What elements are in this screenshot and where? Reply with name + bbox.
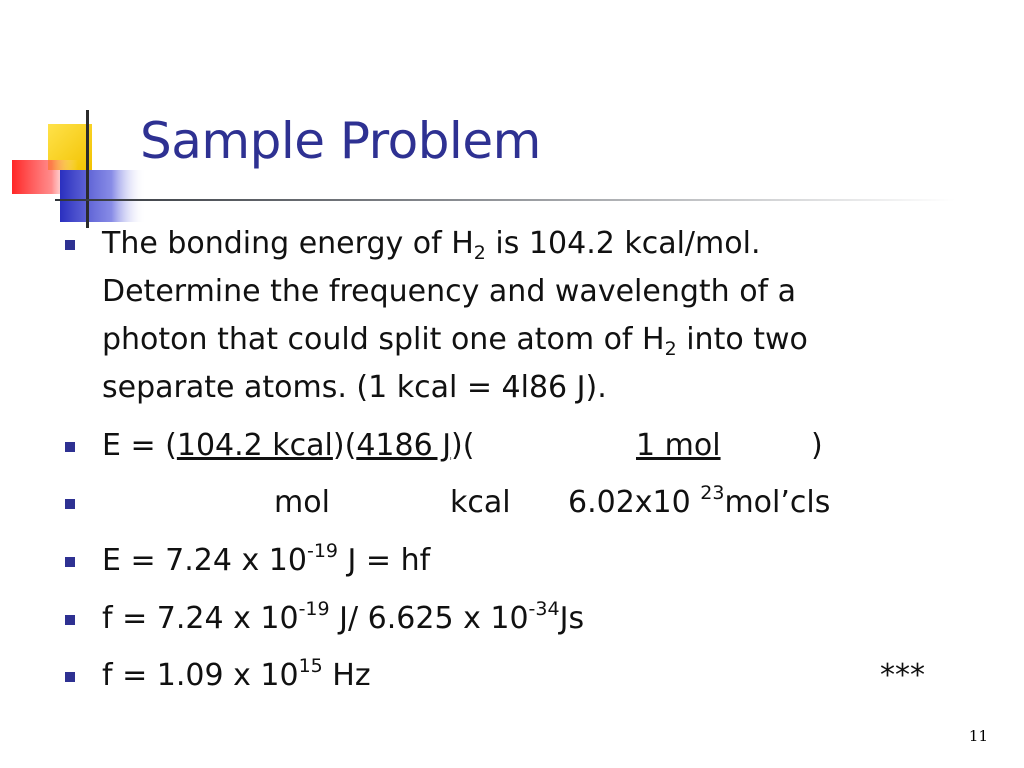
bullet-marker <box>65 557 75 567</box>
list-item-line: f = 1.09 x $10^{15}$ Hz <box>102 655 371 693</box>
list-item-line: f = 7.24 x $10^{-19}$ J/ 6.625 x $10^{-34}Js$ <box>102 598 585 636</box>
answer-stars: *** <box>880 658 925 693</box>
slide-title: Sample Problem <box>140 112 541 170</box>
bullet-energy-result <box>0 537 1024 585</box>
list-item-line: E = 7.24 x $10^{-19}$ J = hf <box>102 540 431 578</box>
bullet-marker <box>65 615 75 625</box>
bullet-marker <box>65 499 75 509</box>
list-item-continuation <box>0 316 1024 364</box>
bullet-equation-denominators <box>0 479 1024 527</box>
ornament-vertical-line <box>86 110 89 228</box>
numerator-mol: 1 mol <box>636 428 721 463</box>
list-item-continuation <box>0 268 1024 316</box>
list-item-line: The bonding energy of $H_2$ is 104.2 kcal/mol. <box>102 226 761 264</box>
list-item-line: Determine the frequency and wavelength of a <box>102 274 797 309</box>
bullet-marker <box>65 240 75 250</box>
list-item-line: separate atoms. (1 kcal = 4l86 J). <box>102 370 607 405</box>
denominator-kcal: kcal <box>450 485 511 520</box>
ornament-blue-bar <box>60 170 146 222</box>
list-item-line: E = (104.2 kcal)(4186 J)( <box>102 428 475 463</box>
page-number: 11 <box>968 727 988 745</box>
title-divider <box>55 199 955 201</box>
bullet-equation-numerators <box>0 422 1024 470</box>
bullet-marker <box>65 672 75 682</box>
bullet-frequency-result <box>0 652 1024 700</box>
bullet-problem-statement <box>0 220 1024 268</box>
bullet-marker <box>65 442 75 452</box>
bullet-frequency-formula <box>0 595 1024 643</box>
denominator-avogadro: 6.02x10 $^{23}$mol’cls <box>568 482 831 520</box>
denominator-mol: mol <box>274 485 330 520</box>
list-item-continuation <box>0 364 1024 412</box>
list-item-line: photon that could split one atom of $H_2$ into two <box>102 322 808 360</box>
closing-paren: ) <box>811 428 823 463</box>
